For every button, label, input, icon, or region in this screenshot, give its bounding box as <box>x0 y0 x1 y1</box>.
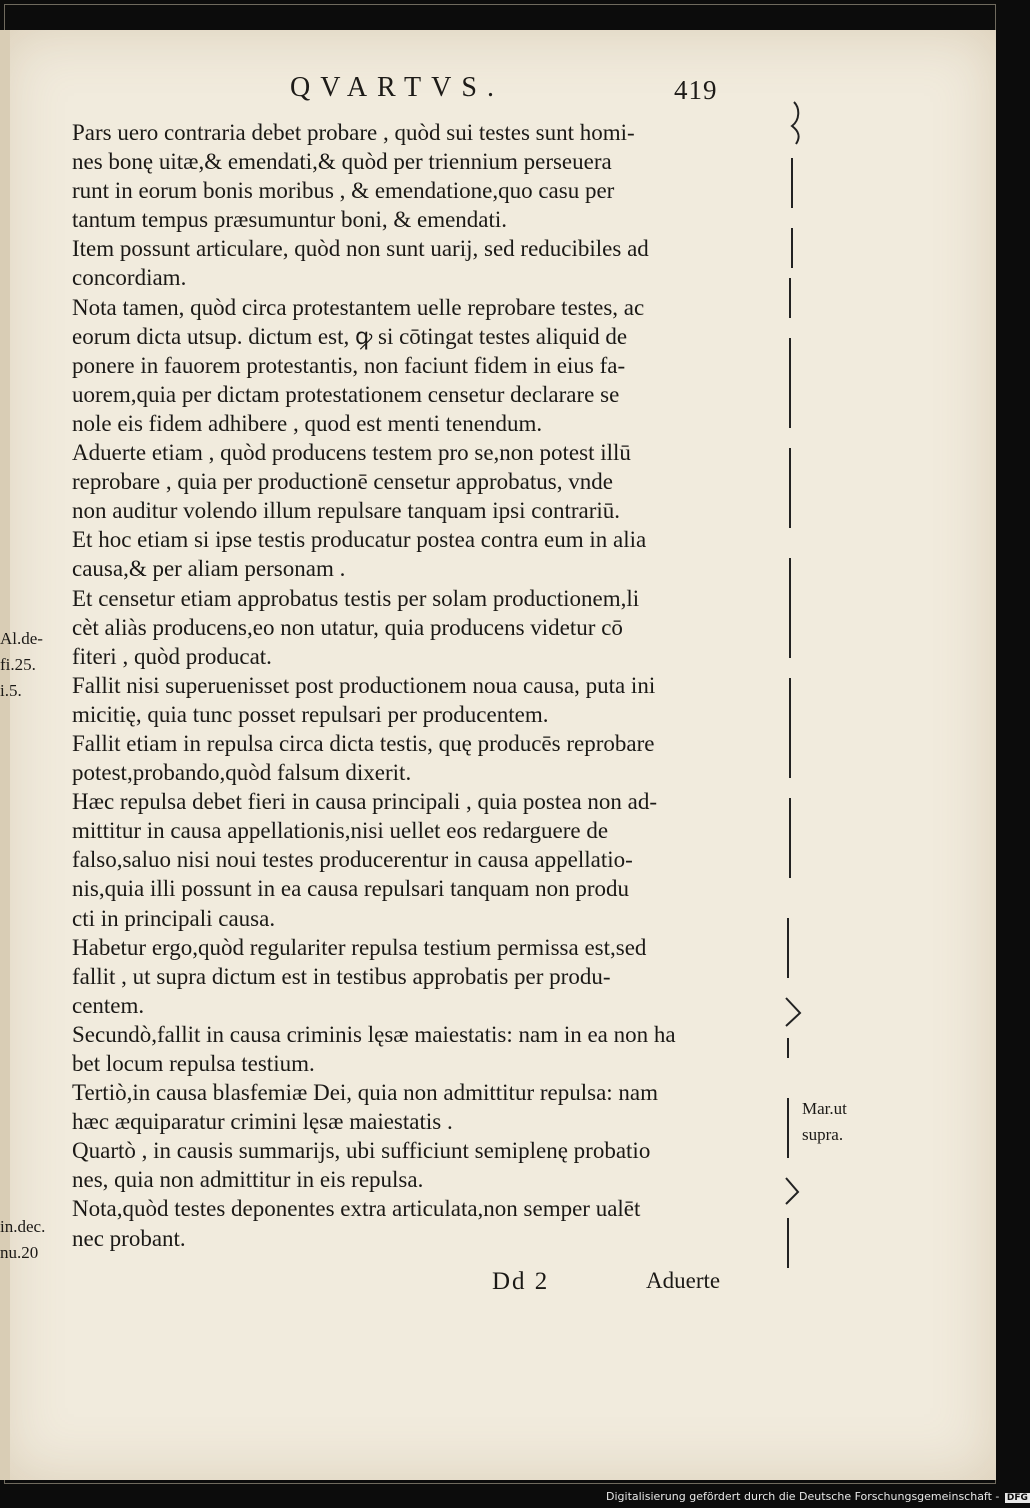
dfg-logo: DFG <box>1006 1493 1028 1503</box>
text-line: nec probant. <box>72 1225 186 1251</box>
text-line: ponere in fauorem protestantis, non faciunt fidem in eius fa- <box>72 352 626 378</box>
text-line: fiteri , quòd producat. <box>72 643 272 669</box>
page-header <box>0 42 1000 105</box>
body-text <box>72 118 784 1253</box>
text-line: falso,saluo nisi noui testes producerentur in causa appellatio- <box>72 847 633 873</box>
text-line: Nota tamen, quòd circa protestantem uelle reprobare testes, ac <box>72 294 645 320</box>
text-line: bet locum repulsa testium. <box>72 1051 315 1076</box>
text-line: Secundò,fallit in causa criminis lęsæ maiestatis: nam in ea non ha <box>72 1021 676 1047</box>
margin-note-line: nu.20 <box>0 1243 39 1262</box>
text-line: cti in principali causa. <box>72 905 276 931</box>
credit-text: Digitalisierung gefördert durch die Deutsche Forschungsgemeinschaft - <box>606 1490 1000 1503</box>
catchword: Aduerte <box>646 1268 721 1293</box>
text-line: nis,quia illi possunt in ea causa repulsari tanquam non produ <box>72 876 629 902</box>
paragraph <box>72 1136 784 1194</box>
margin-note-line: Mar.ut <box>802 1099 847 1118</box>
paragraph <box>72 1194 784 1252</box>
text-line: fallit , ut supra dictum est in testibus approbatis per produ- <box>72 963 611 989</box>
text-line: mittitur in causa appellationis,nisi uellet eos redarguere de <box>72 818 609 844</box>
paragraph <box>72 438 784 525</box>
text-line: nes, quia non admittitur in eis repulsa. <box>72 1167 424 1193</box>
left-margin-note <box>0 626 43 704</box>
text-line: hæc æquiparatur crimini lęsæ maiestatis . <box>72 1109 453 1135</box>
paragraph <box>72 234 784 292</box>
text-line: Quartò , in causis summarijs, ubi sufficiunt semiplenę probatio <box>72 1138 651 1164</box>
paragraph <box>72 1020 784 1078</box>
paragraph <box>72 118 784 234</box>
text-line: nole eis fidem adhibere , quod est menti tenendum. <box>72 410 543 436</box>
text-line: Fallit nisi superuenisset post productionem noua causa, puta ini <box>72 672 656 698</box>
text-line: causa,& per aliam personam . <box>72 556 346 582</box>
paragraph <box>72 671 784 729</box>
right-bracket-marks <box>782 98 806 1278</box>
text-line: Fallit etiam in repulsa circa dicta testis, quę producēs reprobare <box>72 730 655 756</box>
text-line: tantum tempus præsumuntur boni, & emendati. <box>72 207 508 233</box>
signature-mark: Dd 2 <box>492 1268 550 1295</box>
paragraph <box>72 787 784 932</box>
paragraph <box>72 1078 784 1136</box>
digitization-credit <box>606 1490 1030 1503</box>
margin-note-line: Al.de- <box>0 629 43 648</box>
text-line: Nota,quòd testes deponentes extra articulata,non semper ualēt <box>72 1196 641 1222</box>
text-line: Item possunt articulare, quòd non sunt uarij, sed reducibiles ad <box>72 236 649 262</box>
margin-note-line: i.5. <box>0 681 22 700</box>
page-number: 419 <box>674 75 718 105</box>
left-margin-note <box>0 1214 45 1266</box>
text-line: Habetur ergo,quòd regulariter repulsa testium permissa est,sed <box>72 934 647 960</box>
text-line: Et censetur etiam approbatus testis per solam productionem,li <box>72 585 640 611</box>
text-line: potest,probando,quòd falsum dixerit. <box>72 760 412 786</box>
text-line: Aduerte etiam , quòd producens testem pro se,non potest illū <box>72 440 631 466</box>
text-line: Tertiò,in causa blasfemiæ Dei, quia non admittitur repulsa: nam <box>72 1080 659 1106</box>
text-line: runt in eorum bonis moribus , & emendatione,quo casu per <box>72 178 615 204</box>
text-line: uorem,quia per dictam protestationem censetur declarare se <box>72 381 620 407</box>
text-line: eorum dicta utsup. dictum est, ꝙ si cōtingat testes aliquid de <box>72 323 628 349</box>
margin-note-line: in.dec. <box>0 1217 46 1236</box>
text-line: non auditur volendo illum repulsare tanquam ipsi contrariū. <box>72 498 621 524</box>
margin-note-line: supra. <box>802 1125 844 1144</box>
running-title: QVARTVS. <box>290 72 504 103</box>
text-line: cèt aliàs producens,eo non utatur, quia producens videtur cō <box>72 614 623 640</box>
text-line: micitię, quia tunc posset repulsari per producentem. <box>72 701 549 727</box>
text-line: centem. <box>72 992 145 1018</box>
text-line: Pars uero contraria debet probare , quòd sui testes sunt homi- <box>72 120 635 145</box>
right-margin-note <box>802 1096 847 1148</box>
paragraph <box>72 584 784 671</box>
text-line: nes bonę uitæ,& emendati,& quòd per triennium perseuera <box>72 149 612 175</box>
text-line: reprobare , quia per productionē censetur approbatus, vnde <box>72 469 613 495</box>
paragraph <box>72 525 784 583</box>
text-line: concordiam. <box>72 265 187 291</box>
margin-note-line: fi.25. <box>0 655 36 674</box>
paragraph <box>72 933 784 1020</box>
paragraph <box>72 293 784 438</box>
text-line: Hæc repulsa debet fieri in causa principali , quia postea non ad- <box>72 789 658 815</box>
paragraph <box>72 729 784 787</box>
text-line: Et hoc etiam si ipse testis producatur postea contra eum in alia <box>72 527 647 553</box>
